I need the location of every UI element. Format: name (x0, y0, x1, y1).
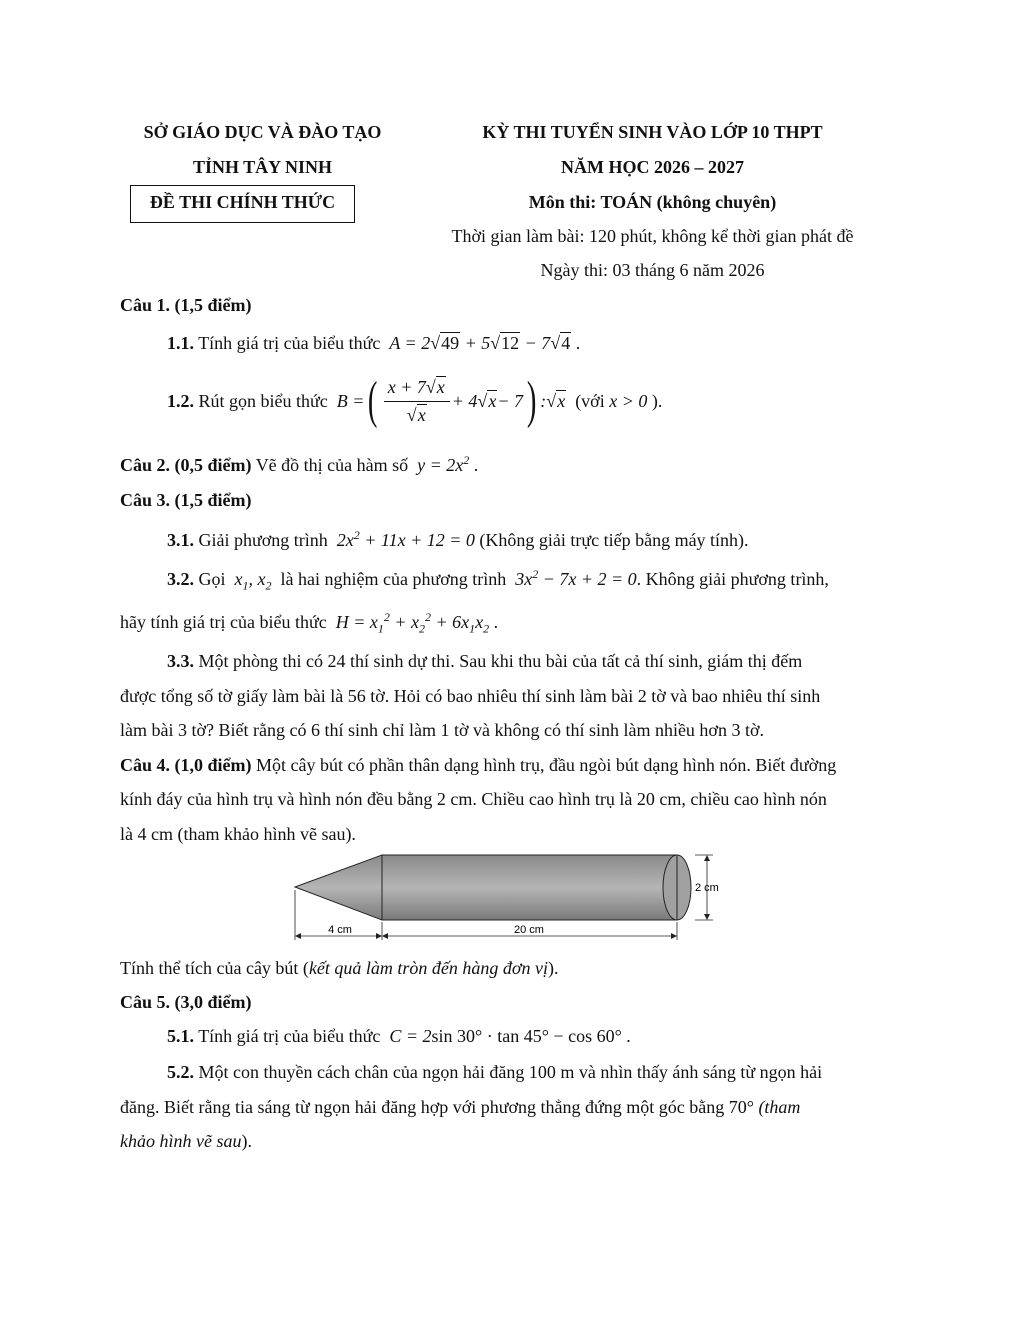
exam-name: KỲ THI TUYỂN SINH VÀO LỚP 10 THPT (482, 122, 823, 142)
cylinder-height-label: 20 cm (514, 924, 544, 936)
equation-3-1: $2x^2 + 11x + 12 = 0$ (332, 528, 475, 550)
question-3-2: 3.2. Gọi $x_1$, $x_2$ là hai nghiệm của phương trình $3x^2 - 7x + 2 = 0$. Không giải phương trình, (167, 567, 829, 593)
question-5-2-line3: khảo hình vẽ sau). (120, 1131, 252, 1151)
question-3-1: 3.1. Giải phương trình $2x^2 + 11x + 12 = 0$ (Không giải trực tiếp bằng máy tính). (167, 528, 749, 550)
question-3-3-line2: được tổng số tờ giấy làm bài là 56 tờ. Hỏi có bao nhiêu thí sinh làm bài 2 tờ và bao nhiêu thí sinh (120, 686, 821, 706)
question-3-3-line3: làm bài 3 tờ? Biết rằng có 6 thí sinh chỉ làm 1 tờ và không có thí sinh làm nhiều hơn 3 tờ. (120, 720, 764, 740)
question-4-ask: Tính thể tích của cây bút (kết quả làm tròn đến hàng đơn vị). (120, 958, 559, 978)
question-5-title: Câu 5. (3,0 điểm) (120, 992, 252, 1012)
question-1-title: Câu 1. (1,5 điểm) (120, 295, 252, 315)
question-5-2: 5.2. Một con thuyền cách chân của ngọn hải đăng 100 m và nhìn thấy ánh sáng từ ngọn hải (167, 1062, 823, 1082)
question-1-2: 1.2. Rút gọn biểu thức B = ( $\frac{x + 7√x}{√x}$ + 4 √ x − 7 ) : √ x (với x > 0 ). (167, 372, 663, 429)
question-3-2-line2: hãy tính giá trị của biểu thức $H = x_1^2 + x_2^2 + 6x_1x_2$ . (120, 610, 499, 636)
question-4-line3: là 4 cm (tham khảo hình vẽ sau). (120, 824, 356, 844)
question-3-title: Câu 3. (1,5 điểm) (120, 490, 252, 510)
pen-cone (295, 855, 382, 920)
pen-cylinder (382, 855, 677, 920)
question-5-2-line2: đăng. Biết rằng tia sáng từ ngọn hải đăng hợp với phương thẳng đứng một góc bằng 70° (tham (120, 1097, 801, 1117)
expression-b: B = ( $\frac{x + 7√x}{√x}$ + 4 √ x − 7 ) : √ x (332, 372, 566, 429)
expression-h: $H = x_1^2 + x_2^2 + 6x_1x_2$ (331, 610, 490, 636)
official-label: ĐỀ THI CHÍNH THỨC (149, 192, 336, 212)
duration: Thời gian làm bài: 120 phút, không kể thời gian phát đề (451, 226, 854, 246)
diameter-label: 2 cm (695, 882, 719, 894)
question-3-3: 3.3. Một phòng thi có 24 thí sinh dự thi. Sau khi thu bài của tất cả thí sinh, giám thị đếm (167, 651, 803, 671)
expression-c: C = 2sin 30° · tan 45° − cos 60° (384, 1026, 622, 1046)
question-4: Câu 4. (1,0 điểm) Một cây bút có phần thân dạng hình trụ, đầu ngòi bút dạng hình nón. Biết đường (120, 755, 837, 775)
question-5-1: 5.1. Tính giá trị của biểu thức C = 2sin 30° · tan 45° − cos 60° . (167, 1026, 631, 1046)
expression-a: A = 2√49 + 5√12 − 7√4 (384, 333, 571, 353)
question-4-line2: kính đáy của hình trụ và hình nón đều bằng 2 cm. Chiều cao hình trụ là 20 cm, chiều cao hình nón (120, 789, 827, 809)
equation-3-2: $3x^2 - 7x + 2 = 0$ (510, 567, 637, 589)
department-name: SỞ GIÁO DỤC VÀ ĐÀO TẠO (143, 122, 382, 142)
province-name: TỈNH TÂY NINH (192, 157, 333, 177)
exam-date: Ngày thi: 03 tháng 6 năm 2026 (540, 260, 765, 280)
question-1-1: 1.1. Tính giá trị của biểu thức A = 2√49 + 5√12 − 7√4 . (167, 333, 581, 353)
question-2: Câu 2. (0,5 điểm) Vẽ đồ thị của hàm số $y = 2x^2$ . (120, 453, 479, 475)
school-year: NĂM HỌC 2026 – 2027 (561, 157, 744, 177)
cone-height-label: 4 cm (328, 924, 352, 936)
subject: Môn thi: TOÁN (không chuyên) (528, 192, 777, 212)
pen-figure (285, 850, 730, 945)
function-expression: $y = 2x^2$ (412, 453, 470, 475)
